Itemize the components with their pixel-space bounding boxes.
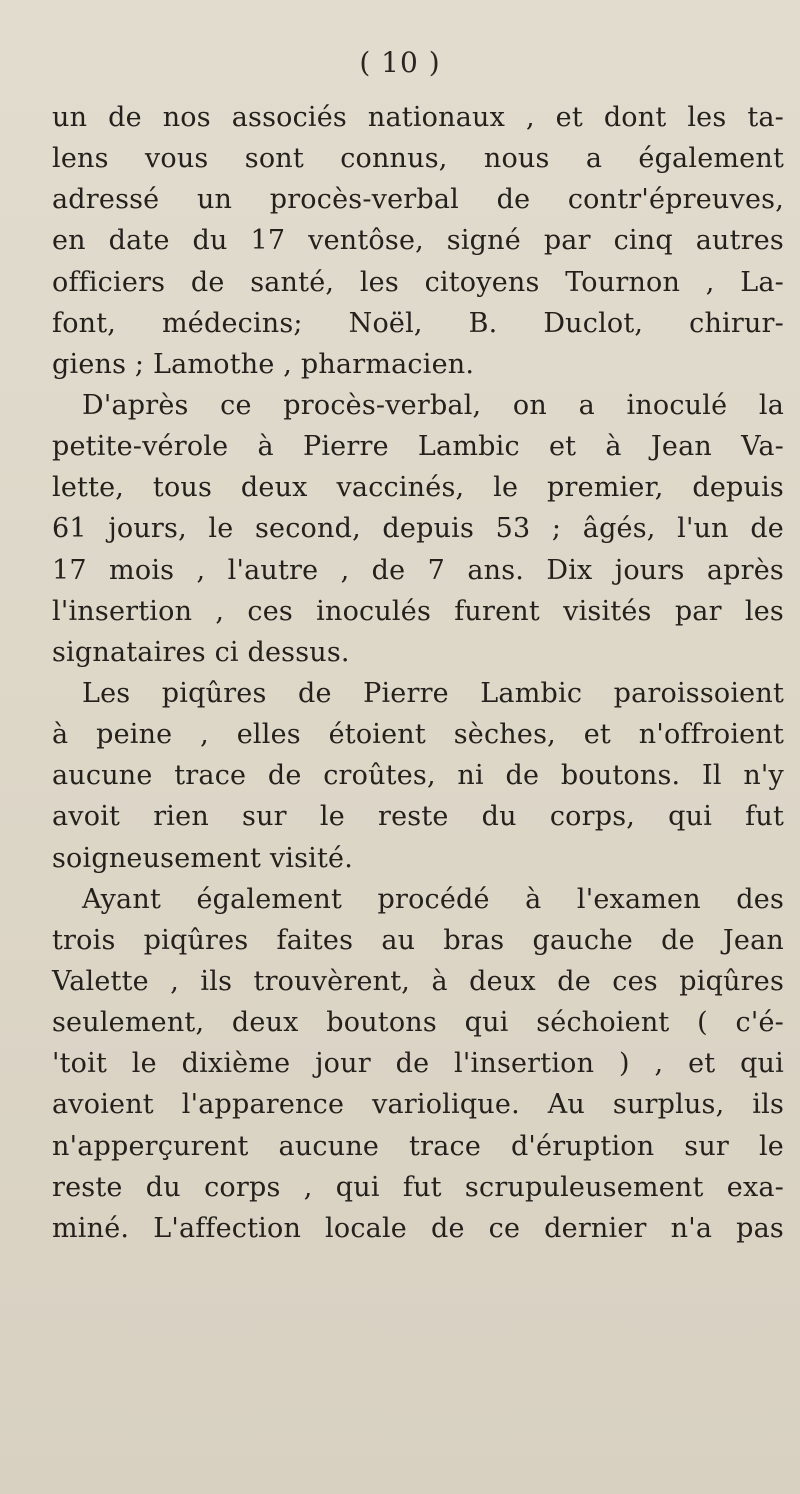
text-line-21: trois piqûres faites au bras gauche de Jean [52,924,784,956]
text-line-19: soigneusement visité. [52,842,354,874]
text-line-2: lens vous sont connus, nous a également [52,143,784,175]
text-line-13: l'insertion , ces inoculés furent visités par les [52,595,784,627]
text-line-25: avoient l'apparence variolique. Au surplus, ils [52,1089,784,1121]
text-line-5: officiers de santé, les citoyens Tournon , La- [52,266,784,298]
text-line-4: en date du 17 ventôse, signé par cinq autres [52,225,784,257]
text-line-28: miné. L'affection locale de ce dernier n'a pas [52,1212,784,1244]
text-line-24: 'toit le dixième jour de l'insertion ) , et qui [52,1048,784,1080]
text-line-15: Les piqûres de Pierre Lambic paroissoient [82,677,784,709]
text-line-16: à peine , elles étoient sèches, et n'offroient [52,719,784,751]
text-line-26: n'apperçurent aucune trace d'éruption sur le [52,1130,784,1162]
text-line-20: Ayant également procédé à l'examen des [82,883,784,915]
body-text [52,97,784,1249]
page-number: ( 10 ) [359,46,441,79]
text-line-6: font, médecins; Noël, B. Duclot, chirur- [52,307,784,339]
text-line-18: avoit rien sur le reste du corps, qui fut [52,801,784,833]
text-line-8: D'après ce procès-verbal, on a inoculé la [82,389,784,421]
text-line-22: Valette , ils trouvèrent, à deux de ces piqûres [52,965,784,997]
text-line-9: petite-vérole à Pierre Lambic et à Jean Va- [52,431,784,463]
text-line-27: reste du corps , qui fut scrupuleusement exa- [52,1171,784,1203]
text-line-1: un de nos associés nationaux , et dont les ta- [52,102,784,133]
text-line-7: giens ; Lamothe , pharmacien. [52,348,475,380]
text-line-23: seulement, deux boutons qui séchoient ( c'é- [52,1007,784,1039]
text-line-11: 61 jours, le second, depuis 53 ; âgés, l'un de [52,513,784,545]
text-line-17: aucune trace de croûtes, ni de boutons. Il n'y [52,760,784,792]
text-line-3: adressé un procès-verbal de contr'épreuves, [52,184,784,216]
text-line-10: lette, tous deux vaccinés, le premier, depuis [52,472,784,504]
text-line-12: 17 mois , l'autre , de 7 ans. Dix jours après [52,554,784,586]
text-line-14: signataires ci dessus. [52,636,350,668]
